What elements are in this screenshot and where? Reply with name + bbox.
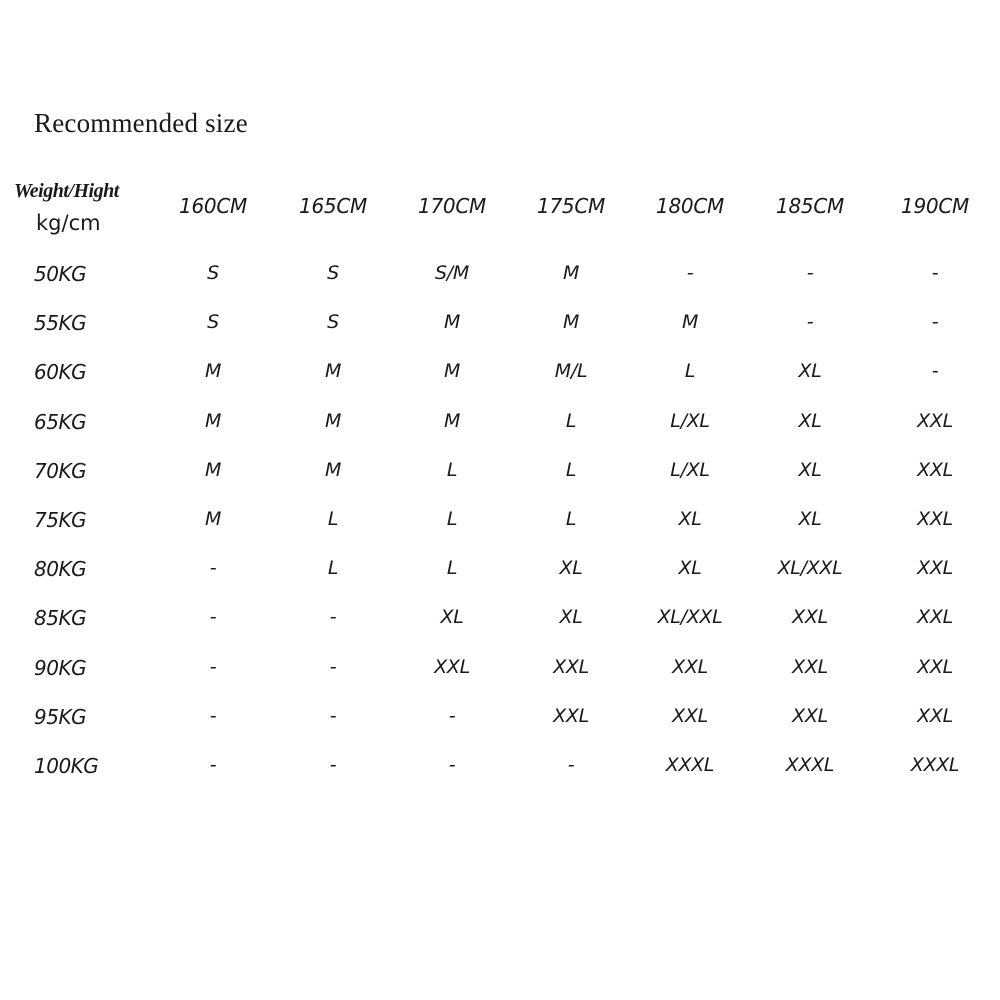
size-cell: - [329,606,337,628]
size-cell: - [931,262,939,284]
size-cell: L [565,459,577,481]
size-cell: - [931,311,939,333]
size-cell: XL [798,508,822,530]
size-cell: - [209,557,217,579]
size-cell: XL [798,410,822,432]
size-cell: L [327,508,339,530]
size-cell: M [443,410,461,432]
size-cell: XL [559,606,583,628]
size-cell: XXXL [910,754,960,776]
size-cell: - [209,705,217,727]
size-cell: XL [559,557,583,579]
size-cell: S [327,311,339,333]
size-cell: M [324,360,342,382]
row-header-weight: 75KG [34,508,87,532]
row-header-weight: 85KG [34,606,87,630]
size-cell: XXL [917,508,953,530]
size-cell: XXL [792,705,828,727]
size-cell: - [448,705,456,727]
size-cell: L [327,557,339,579]
size-cell: M [443,360,461,382]
size-cell: XXXL [665,754,715,776]
column-header-height: 185CM [776,194,844,218]
row-header-weight: 50KG [34,262,87,286]
size-cell: XL/XXL [777,557,843,579]
size-cell: L/XL [670,410,710,432]
size-cell: L [684,360,696,382]
size-cell: - [806,311,814,333]
size-cell: XL [798,459,822,481]
column-header-height: 165CM [299,194,367,218]
size-cell: S/M [435,262,469,284]
corner-header-units: kg/cm [36,211,101,235]
size-cell: - [329,754,337,776]
size-cell: - [209,754,217,776]
column-header-height: 180CM [656,194,724,218]
row-header-weight: 65KG [34,410,87,434]
size-cell: L [446,459,458,481]
column-header-height: 175CM [537,194,605,218]
page-title: Recommended size [34,108,248,138]
size-cell: S [207,311,219,333]
size-cell: - [448,754,456,776]
size-cell: M [562,262,580,284]
size-cell: XL [678,557,702,579]
size-cell: L [565,508,577,530]
size-cell: M/L [554,360,588,382]
size-cell: M [204,508,222,530]
size-cell: M [443,311,461,333]
size-cell: M [204,459,222,481]
size-cell: M [204,360,222,382]
size-cell: XL [798,360,822,382]
size-cell: XXL [917,410,953,432]
size-cell: XL [678,508,702,530]
size-cell: M [324,410,342,432]
size-cell: M [681,311,699,333]
size-cell: M [204,410,222,432]
size-cell: XXXL [785,754,835,776]
size-cell: XXL [434,656,470,678]
size-cell: XXL [553,656,589,678]
size-cell: XXL [672,656,708,678]
row-header-weight: 90KG [34,656,87,680]
size-cell: XXL [672,705,708,727]
row-header-weight: 95KG [34,705,87,729]
size-cell: M [562,311,580,333]
size-cell: L/XL [670,459,710,481]
row-header-weight: 100KG [34,754,99,778]
row-header-weight: 80KG [34,557,87,581]
size-cell: XL [440,606,464,628]
size-cell: XL/XXL [657,606,723,628]
size-cell: XXL [917,656,953,678]
size-cell: XXL [917,705,953,727]
corner-header-weight-height: Weight/Hight [14,180,119,202]
column-header-height: 190CM [901,194,969,218]
column-header-height: 160CM [179,194,247,218]
size-cell: XXL [792,606,828,628]
size-cell: - [686,262,694,284]
size-cell: - [209,606,217,628]
size-cell: XXL [553,705,589,727]
size-cell: - [329,656,337,678]
size-cell: - [931,360,939,382]
size-cell: XXL [792,656,828,678]
size-cell: - [567,754,575,776]
size-cell: XXL [917,459,953,481]
column-header-height: 170CM [418,194,486,218]
row-header-weight: 60KG [34,360,87,384]
size-cell: - [209,656,217,678]
size-cell: XXL [917,606,953,628]
size-cell: S [327,262,339,284]
size-cell: XXL [917,557,953,579]
size-cell: M [324,459,342,481]
size-cell: L [565,410,577,432]
row-header-weight: 70KG [34,459,87,483]
size-cell: L [446,508,458,530]
size-cell: - [329,705,337,727]
size-cell: - [806,262,814,284]
row-header-weight: 55KG [34,311,87,335]
size-cell: L [446,557,458,579]
size-cell: S [207,262,219,284]
